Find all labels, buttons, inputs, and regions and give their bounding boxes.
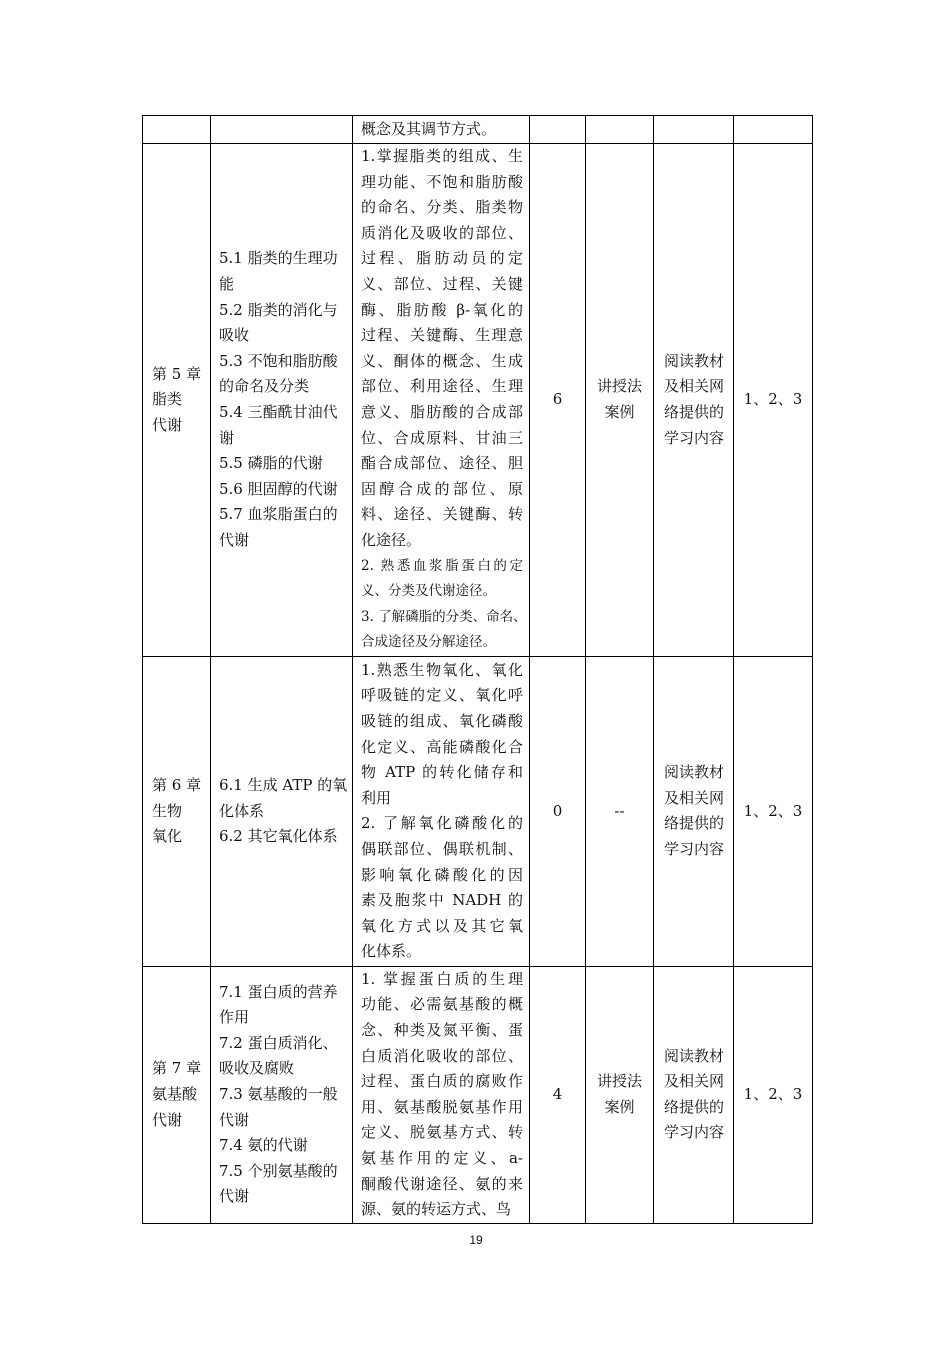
self-study-cell — [654, 144, 734, 657]
sections-line: 5.1 脂类的生理功 — [219, 249, 338, 268]
self-study-line: 络提供的 — [664, 1097, 725, 1116]
goals-line: 部位、利用途径、生理 — [361, 377, 523, 396]
goals-line: 位、合成原料、甘油三 — [361, 428, 523, 447]
goals-line: 过程、蛋白质的腐败作 — [361, 1072, 523, 1091]
method-cell — [586, 966, 654, 1223]
table-row — [143, 656, 813, 966]
refs-value: 1、2、3 — [743, 801, 803, 820]
goals-cell — [353, 144, 530, 657]
goals-line: 1.熟悉生物氧化、氧化 — [361, 660, 523, 679]
goals-line: 固醇合成的部位、原 — [361, 479, 523, 498]
goals-line: 功能、必需氨基酸的概 — [361, 995, 523, 1014]
table-row-continued — [143, 116, 813, 144]
chapter-line: 氨基酸 — [152, 1085, 198, 1104]
chapter-line: 第 6 章 — [152, 775, 202, 794]
hours-value: 6 — [552, 390, 563, 409]
goals-line: 酯合成部位、途径、胆 — [361, 454, 523, 473]
goals-line: 素及胞浆中 NADH 的 — [361, 891, 523, 910]
goals-line: 合成途径及分解途径。 — [361, 634, 496, 651]
self-study-line: 及相关网 — [664, 788, 725, 807]
self-study-cell — [654, 116, 734, 144]
page-number: 19 — [469, 1233, 483, 1247]
hours-value: 4 — [552, 1085, 563, 1104]
hours-cell — [530, 966, 586, 1223]
goals-line: 2. 熟悉血浆脂蛋白的定 — [361, 557, 523, 574]
sections-line: 代谢 — [219, 1110, 250, 1129]
sections-line: 5.7 血浆脂蛋白的 — [219, 505, 338, 524]
goals-line: 用、氨基酸脱氨基作用 — [361, 1097, 523, 1116]
goals-line: 酶、脂肪酸 β-氧化的 — [361, 300, 523, 319]
goals-line: 化体系。 — [361, 942, 422, 961]
goals-line: 白质消化吸收的部位、 — [361, 1046, 523, 1065]
self-study-line: 阅读教材 — [664, 351, 725, 370]
sections-line: 代谢 — [219, 1187, 250, 1206]
sections-line: 作用 — [219, 1008, 250, 1027]
self-study-line: 阅读教材 — [664, 763, 725, 782]
refs-cell — [734, 656, 813, 966]
sections-cell — [211, 966, 353, 1223]
method-line: -- — [614, 801, 625, 820]
goals-line: 2. 了解氧化磷酸化的 — [361, 814, 523, 833]
goals-line: 1.掌握脂类的组成、生 — [361, 147, 523, 165]
sections-line: 5.6 胆固醇的代谢 — [219, 479, 338, 498]
goals-line: 过程、关键酶、生理意 — [361, 326, 523, 345]
method-cell — [586, 116, 654, 144]
sections-line: 7.4 氨的代谢 — [219, 1136, 308, 1155]
goals-cell — [353, 116, 530, 144]
method-cell — [586, 144, 654, 657]
refs-value: 1、2、3 — [743, 1085, 803, 1104]
goals-line: 1. 掌握蛋白质的生理 — [361, 969, 523, 988]
sections-line: 7.1 蛋白质的营养 — [219, 982, 338, 1001]
hours-cell — [530, 116, 586, 144]
goals-line: 物 ATP 的转化储存和 — [361, 763, 523, 782]
goals-cell — [353, 966, 530, 1223]
goals-line: 氨基作用的定义、a- — [361, 1149, 523, 1168]
goals-line: 质消化及吸收的部位、 — [361, 223, 523, 242]
goals-line: 影响氧化磷酸化的因 — [361, 865, 523, 884]
sections-line: 化体系 — [219, 801, 265, 820]
self-study-line: 络提供的 — [664, 814, 725, 833]
hours-value: 0 — [552, 801, 563, 820]
method-line: 讲授法 — [596, 377, 642, 396]
refs-value: 1、2、3 — [743, 390, 803, 409]
goals-cell — [353, 656, 530, 966]
chapter-line: 第 5 章 — [152, 364, 202, 383]
self-study-line: 络提供的 — [664, 402, 725, 421]
self-study-line: 学习内容 — [664, 428, 725, 447]
refs-cell — [734, 966, 813, 1223]
chapter-line: 脂类 — [152, 390, 183, 409]
method-line: 案例 — [604, 402, 635, 421]
sections-line: 7.2 蛋白质消化、 — [219, 1033, 338, 1052]
chapter-cell — [143, 116, 211, 144]
goals-line: 理功能、不饱和脂肪酸 — [361, 172, 523, 191]
self-study-line: 阅读教材 — [664, 1046, 725, 1065]
goals-line: 义、分类及代谢途径。 — [361, 583, 496, 600]
self-study-line: 学习内容 — [664, 1123, 725, 1142]
goals-line: 念、种类及氮平衡、蛋 — [361, 1021, 523, 1040]
sections-line: 7.5 个别氨基酸的 — [219, 1161, 338, 1180]
self-study-line: 及相关网 — [664, 377, 725, 396]
goal-line: 概念及其调节方式。 — [361, 119, 497, 138]
goals-line: 义、部位、过程、关键 — [361, 274, 523, 293]
sections-line: 5.5 磷脂的代谢 — [219, 454, 323, 473]
sections-line: 6.1 生成 ATP 的氧 — [219, 775, 348, 794]
goals-line: 呼吸链的定义、氧化呼 — [361, 686, 523, 705]
sections-line: 能 — [219, 274, 235, 293]
hours-cell — [530, 656, 586, 966]
sections-line: 5.3 不饱和脂肪酸 — [219, 351, 338, 370]
goals-line: 化途径。 — [361, 530, 422, 549]
goals-line: 料、途径、关键酶、转 — [361, 505, 523, 524]
sections-line: 谢 — [219, 428, 235, 447]
goals-line: 化定义、高能磷酸化合 — [361, 737, 523, 756]
sections-cell — [211, 116, 353, 144]
goals-line: 过程、脂肪动员的定 — [361, 249, 523, 268]
table-row — [143, 144, 813, 657]
self-study-line: 及相关网 — [664, 1072, 725, 1091]
sections-cell — [211, 144, 353, 657]
sections-line: 吸收 — [219, 326, 250, 345]
goals-line: 义、酮体的概念、生成 — [361, 351, 523, 370]
goals-line: 酮酸代谢途径、氨的来 — [361, 1174, 523, 1193]
chapter-line: 代谢 — [152, 415, 183, 434]
chapter-line: 第 7 章 — [152, 1059, 202, 1078]
table-row — [143, 966, 813, 1223]
sections-line: 吸收及腐败 — [219, 1059, 295, 1078]
self-study-line: 学习内容 — [664, 839, 725, 858]
chapter-cell — [143, 966, 211, 1223]
goals-line: 意义、脂肪酸的合成部 — [361, 402, 523, 421]
goals-line: 氧化方式以及其它氧 — [361, 916, 523, 935]
hours-cell — [530, 144, 586, 657]
goals-line: 源、氨的转运方式、鸟 — [361, 1200, 512, 1219]
sections-line: 7.3 氨基酸的一般 — [219, 1085, 338, 1104]
goals-line: 的命名、分类、脂类物 — [361, 198, 523, 217]
refs-cell — [734, 116, 813, 144]
goals-line: 定义、脱氨基方式、转 — [361, 1123, 523, 1142]
sections-cell — [211, 656, 353, 966]
self-study-cell — [654, 656, 734, 966]
chapter-line: 氧化 — [152, 827, 183, 846]
sections-line: 5.2 脂类的消化与 — [219, 300, 338, 319]
syllabus-table — [142, 115, 813, 1224]
goals-line: 吸链的组成、氧化磷酸 — [361, 712, 523, 730]
chapter-cell — [143, 656, 211, 966]
method-cell — [586, 656, 654, 966]
sections-line: 代谢 — [219, 530, 250, 549]
method-line: 案例 — [604, 1097, 635, 1116]
method-line: 讲授法 — [596, 1072, 642, 1091]
self-study-cell — [654, 966, 734, 1223]
chapter-cell — [143, 144, 211, 657]
sections-line: 的命名及分类 — [219, 377, 310, 396]
goals-line: 利用 — [361, 788, 392, 807]
chapter-line: 生物 — [152, 801, 183, 820]
chapter-line: 代谢 — [152, 1110, 183, 1129]
sections-line: 6.2 其它氧化体系 — [219, 827, 338, 846]
sections-line: 5.4 三酯酰甘油代 — [219, 402, 338, 421]
refs-cell — [734, 144, 813, 657]
goals-line: 3. 了解磷脂的分类、命名、 — [361, 608, 527, 625]
goals-line: 偶联部位、偶联机制、 — [361, 839, 523, 858]
